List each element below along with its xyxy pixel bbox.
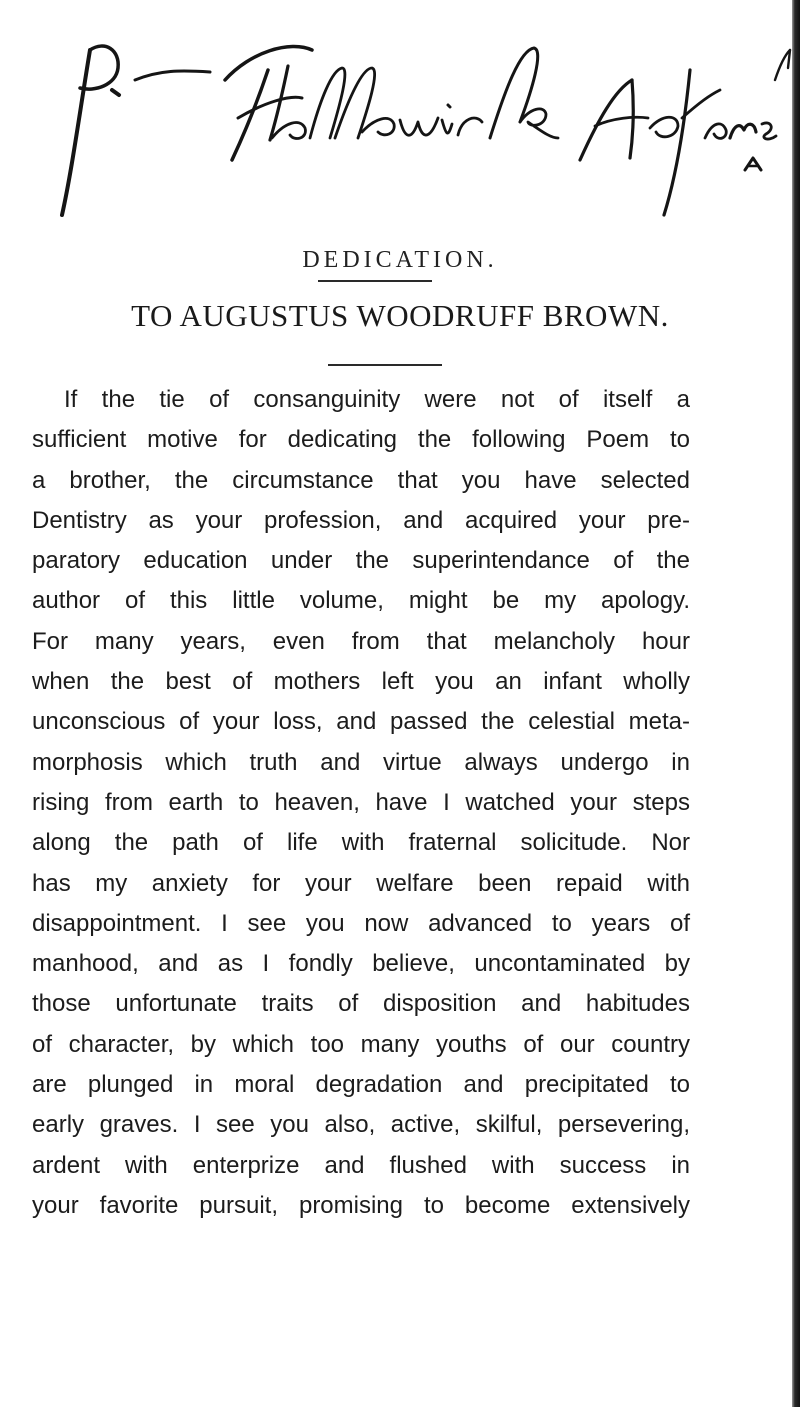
divider-rule-middle	[328, 364, 442, 366]
handwritten-signature	[50, 10, 795, 220]
body-line: If the tie of consanguinity were not of itself a	[64, 386, 690, 413]
section-heading: DEDICATION.	[302, 247, 498, 273]
body-line: Dentistry as your profession, and acquired your pre-	[32, 506, 690, 534]
body-line: disappointment. I see you now advanced to years of	[32, 909, 690, 937]
body-line: sufficient motive for dedicating the following Poem to	[32, 426, 690, 454]
body-line: ardent with enterprize and flushed with success in	[32, 1151, 690, 1179]
divider-rule-top	[318, 280, 432, 282]
body-line: are plunged in moral degradation and precipitated to	[32, 1071, 690, 1099]
dedication-body	[32, 380, 690, 1226]
body-line: your favorite pursuit, promising to become extensively	[32, 1191, 690, 1219]
body-line: morphosis which truth and virtue always undergo in	[32, 748, 690, 776]
body-line: has my anxiety for your welfare been repaid with	[32, 869, 690, 897]
body-line: early graves. I see you also, active, skilful, persevering,	[32, 1111, 690, 1139]
body-line: author of this little volume, might be my apology.	[32, 587, 690, 615]
body-line: a brother, the circumstance that you have selected	[32, 466, 690, 494]
body-line: For many years, even from that melancholy hour	[32, 627, 690, 655]
body-line: manhood, and as I fondly believe, uncontaminated by	[32, 950, 690, 978]
body-line: paratory education under the superintendance of the	[32, 547, 690, 575]
dedication-title: TO AUGUSTUS WOODRUFF BROWN.	[131, 298, 669, 333]
body-line: unconscious of your loss, and passed the celestial meta-	[32, 708, 690, 736]
body-line: those unfortunate traits of disposition and habitudes	[32, 990, 690, 1018]
body-line: of character, by which too many youths of our country	[32, 1030, 690, 1058]
body-line: along the path of life with fraternal solicitude. Nor	[32, 829, 690, 857]
body-line: rising from earth to heaven, have I watched your steps	[32, 788, 690, 816]
body-line: when the best of mothers left you an infant wholly	[32, 668, 690, 696]
